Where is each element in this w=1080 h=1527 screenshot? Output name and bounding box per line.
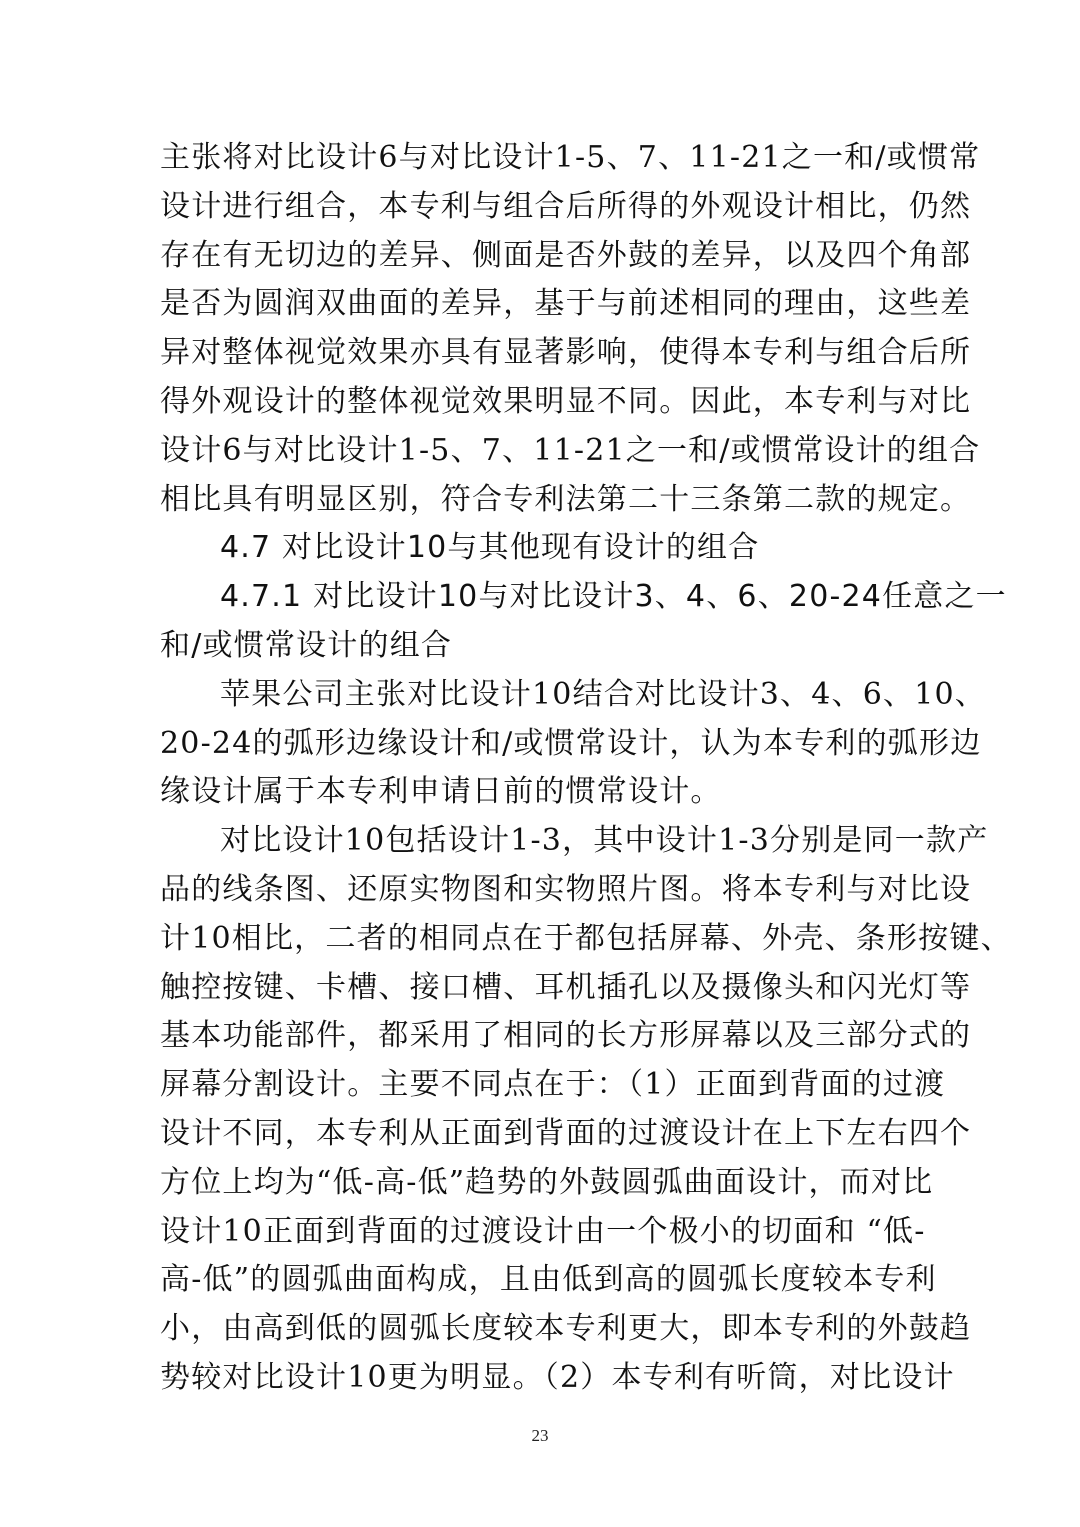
text-line: 势较对比设计10更为明显。（2）本专利有听筒，对比设计 [160, 1359, 955, 1395]
subsection-heading-continued: 和/或惯常设计的组合 [160, 627, 453, 663]
text-line: 20-24的弧形边缘设计和/或惯常设计，认为本专利的弧形边 [160, 725, 982, 761]
text-line: 触控按键、卡槽、接口槽、耳机插孔以及摄像头和闪光灯等 [160, 969, 972, 1005]
text-line: 设计6与对比设计1-5、7、11-21之一和/或惯常设计的组合 [160, 432, 981, 468]
text-line: 异对整体视觉效果亦具有显著影响，使得本专利与组合后所 [160, 335, 972, 371]
paragraph-start: 对比设计10包括设计1-3，其中设计1-3分别是同一款产 [220, 823, 989, 859]
page-number: 23 [531, 1426, 549, 1445]
text-line: 小，由高到低的圆弧长度较本专利更大，即本专利的外鼓趋 [160, 1311, 972, 1347]
text-line: 计10相比，二者的相同点在于都包括屏幕、外壳、条形按键、 [160, 920, 1012, 956]
text-line: 基本功能部件，都采用了相同的长方形屏幕以及三部分式的 [160, 1018, 972, 1054]
text-line: 屏幕分割设计。主要不同点在于：（1）正面到背面的过渡 [160, 1067, 946, 1103]
text-line: 缘设计属于本专利申请日前的惯常设计。 [160, 774, 722, 810]
text-line: 方位上均为“低-高-低”趋势的外鼓圆弧曲面设计，而对比 [160, 1164, 934, 1200]
text-line: 设计进行组合，本专利与组合后所得的外观设计相比，仍然 [160, 188, 972, 224]
paragraph-start: 苹果公司主张对比设计10结合对比设计3、4、6、10、 [220, 676, 987, 712]
text-line: 品的线条图、还原实物图和实物照片图。将本专利与对比设 [160, 871, 972, 907]
text-line: 主张将对比设计6与对比设计1-5、7、11-21之一和/或惯常 [160, 140, 981, 175]
text-line: 存在有无切边的差异、侧面是否外鼓的差异，以及四个角部 [160, 237, 972, 273]
text-line: 相比具有明显区别，符合专利法第二十三条第二款的规定。 [160, 481, 972, 517]
text-line: 是否为圆润双曲面的差异，基于与前述相同的理由，这些差 [160, 286, 972, 322]
text-line: 设计10正面到背面的过渡设计由一个极小的切面和 “低- [160, 1213, 926, 1249]
section-heading: 4.7 对比设计10与其他现有设计的组合 [220, 530, 760, 566]
subsection-heading: 4.7.1 对比设计10与对比设计3、4、6、20-24任意之一 [220, 579, 1007, 615]
text-line: 设计不同，本专利从正面到背面的过渡设计在上下左右四个 [160, 1115, 972, 1151]
text-line: 得外观设计的整体视觉效果明显不同。因此，本专利与对比 [160, 383, 972, 419]
body-text [160, 134, 1012, 1403]
text-line: 高-低”的圆弧曲面构成，且由低到高的圆弧长度较本专利 [160, 1262, 937, 1298]
